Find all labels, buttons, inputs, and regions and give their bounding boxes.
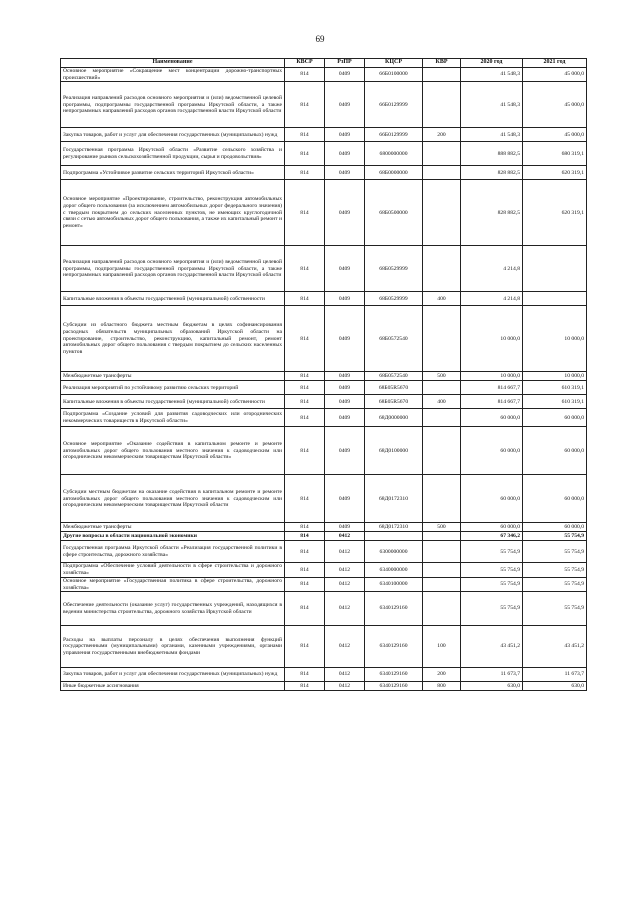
cell-2021: 60 000,0 [523,427,587,475]
cell-kcsr: 68Д0172310 [365,523,423,532]
cell-rzpr: 0409 [325,523,365,532]
cell-2020: 888 882,5 [461,142,523,166]
cell-name: Расходы на выплаты персоналу в целях обеспечения выполнения функций государственными (муниципальными) органами, казенными учреждениями, органами управления государственными внебюджетными фондами [61,626,285,668]
cell-2020: 630,0 [461,682,523,691]
cell-kcsr: 66Б0100000 [365,68,423,82]
budget-table [60,58,587,691]
cell-kvsr: 814 [285,395,325,409]
cell-kvr [423,532,461,541]
cell-2021: 43 451,2 [523,626,587,668]
cell-2020: 10 000,0 [461,372,523,381]
cell-2020: 60 000,0 [461,523,523,532]
cell-rzpr: 0409 [325,427,365,475]
cell-rzpr: 0412 [325,668,365,682]
cell-2020: 55 754,9 [461,592,523,626]
cell-2021: 610 319,1 [523,395,587,409]
header-2020: 2020 год [461,59,523,68]
cell-name: Государственная программа Иркутской области «Реализация государственной политики в сфере строительства, дорожного хозяйства» [61,541,285,563]
cell-kvr: 200 [423,668,461,682]
cell-kcsr: 68Б05R5670 [365,395,423,409]
table-row [61,626,587,668]
cell-2020: 828 882,5 [461,180,523,246]
cell-kcsr: 68Б0572540 [365,372,423,381]
cell-2021: 10 000,0 [523,372,587,381]
cell-kvr: 400 [423,292,461,306]
cell-2021: 10 000,0 [523,306,587,372]
cell-name: Подпрограмма «Обеспечение условий деятельности в сфере строительства и дорожного хозяйства» [61,563,285,577]
header-name: Наименование [61,59,285,68]
cell-2021: 620 319,1 [523,180,587,246]
cell-kcsr: 68Б0000000 [365,166,423,180]
cell-2020: 67 346,2 [461,532,523,541]
cell-kcsr: 68Б0500000 [365,180,423,246]
cell-rzpr: 0412 [325,592,365,626]
table-row [61,306,587,372]
cell-2021: 680 319,1 [523,142,587,166]
cell-kvr [423,577,461,591]
cell-kcsr: 68Б0572540 [365,306,423,372]
cell-kcsr: 6340000000 [365,563,423,577]
cell-2020: 41 548,3 [461,68,523,82]
cell-name: Закупка товаров, работ и услуг для обеспечения государственных (муниципальных) нужд [61,668,285,682]
cell-name: Реализация направлений расходов основного мероприятия и (или) ведомственной целевой программы, подпрограммы государственной программы Иркутской области, а также непрограммных направлений расходов органов государственной власти Иркутской области [61,246,285,292]
table-row [61,592,587,626]
cell-kvsr: 814 [285,246,325,292]
cell-2020: 55 754,9 [461,577,523,591]
cell-kvsr: 814 [285,592,325,626]
cell-2021: 60 000,0 [523,409,587,427]
cell-kcsr: 68Б05R5670 [365,381,423,395]
cell-kvr: 500 [423,372,461,381]
cell-rzpr: 0409 [325,409,365,427]
cell-kvr: 100 [423,626,461,668]
cell-kcsr: 6340129160 [365,626,423,668]
table-row [61,68,587,82]
cell-2021: 55 754,9 [523,592,587,626]
table-row [61,541,587,563]
table-body [61,68,587,691]
table-header-row [61,59,587,68]
cell-name: Подпрограмма «Устойчивое развитие сельских территорий Иркутской области» [61,166,285,180]
cell-2020: 60 000,0 [461,475,523,523]
cell-name: Основное мероприятие «Оказание содействия в капитальном ремонте и ремонте автомобильных дорог общего пользования местного значения к садоводческим или огородническим некоммерческим товариществам Иркутской области» [61,427,285,475]
cell-kvr: 200 [423,128,461,142]
cell-2021: 55 754,9 [523,532,587,541]
cell-2020: 41 548,3 [461,82,523,128]
cell-name: Основное мероприятие «Государственная политика в сфере строительства, дорожного хозяйства» [61,577,285,591]
cell-rzpr: 0412 [325,532,365,541]
header-kvsr: КВСР [285,59,325,68]
cell-kcsr [365,532,423,541]
cell-kvsr: 814 [285,306,325,372]
cell-2021 [523,292,587,306]
table-row [61,668,587,682]
cell-kcsr: 6340100000 [365,577,423,591]
cell-kcsr: 6340129160 [365,668,423,682]
cell-kvr: 400 [423,395,461,409]
cell-rzpr: 0409 [325,82,365,128]
cell-kvr [423,180,461,246]
cell-kvr [423,142,461,166]
cell-2021: 55 754,9 [523,577,587,591]
cell-kvr [423,306,461,372]
table-row [61,427,587,475]
cell-rzpr: 0409 [325,166,365,180]
cell-kvr [423,563,461,577]
cell-name: Субсидии из областного бюджета местным бюджетам в целях софинансирования расходных обязательств муниципальных образований Иркутской области на проектирование, строительство, реконструкцию, капитальный ремонт, ремонт автомобильных дорог общего пользования с твердым покрытием до сельских населенных пунктов [61,306,285,372]
cell-2020: 60 000,0 [461,409,523,427]
cell-2020: 4 214,8 [461,246,523,292]
cell-2021: 45 000,0 [523,128,587,142]
cell-2020: 60 000,0 [461,427,523,475]
cell-kvsr: 814 [285,381,325,395]
cell-kvsr: 814 [285,292,325,306]
cell-rzpr: 0409 [325,128,365,142]
cell-kvsr: 814 [285,372,325,381]
table-row [61,409,587,427]
cell-kvsr: 814 [285,541,325,563]
cell-kvr [423,68,461,82]
cell-name: Закупка товаров, работ и услуг для обеспечения государственных (муниципальных) нужд [61,128,285,142]
table-row [61,475,587,523]
cell-name: Обеспечение деятельности (оказание услуг) государственных учреждений, находящихся в ведении министерства строительства, дорожного хозяйства Иркутской области [61,592,285,626]
cell-kcsr: 66Б0129999 [365,82,423,128]
cell-kvsr: 814 [285,166,325,180]
table-row [61,142,587,166]
cell-kcsr: 6800000000 [365,142,423,166]
table-row [61,166,587,180]
cell-kvsr: 814 [285,523,325,532]
cell-2020: 55 754,9 [461,541,523,563]
header-rzpr: РзПР [325,59,365,68]
cell-kvsr: 814 [285,128,325,142]
cell-kvr [423,592,461,626]
cell-kvsr: 814 [285,82,325,128]
cell-kvsr: 814 [285,68,325,82]
cell-rzpr: 0409 [325,180,365,246]
table-row [61,523,587,532]
cell-kvr [423,541,461,563]
cell-kvsr: 814 [285,682,325,691]
cell-2021: 60 000,0 [523,523,587,532]
cell-2021: 55 754,9 [523,541,587,563]
cell-2021: 45 000,0 [523,82,587,128]
cell-kcsr: 68Д0000000 [365,409,423,427]
cell-name: Иные бюджетные ассигнования [61,682,285,691]
page-number: 69 [315,34,325,44]
cell-kcsr: 68Б0529999 [365,246,423,292]
cell-2020: 814 667,7 [461,381,523,395]
cell-name: Капитальные вложения в объекты государственной (муниципальной) собственности [61,292,285,306]
cell-kcsr: 68Д0100000 [365,427,423,475]
cell-rzpr: 0409 [325,68,365,82]
cell-name: Реализация направлений расходов основного мероприятия и (или) ведомственной целевой программы, подпрограммы государственной программы Иркутской области, а также непрограммных направлений расходов органов государственной власти Иркутской области [61,82,285,128]
cell-rzpr: 0409 [325,381,365,395]
cell-rzpr: 0412 [325,626,365,668]
cell-2021: 620 319,1 [523,166,587,180]
cell-2020: 11 673,7 [461,668,523,682]
cell-kvr: 800 [423,682,461,691]
cell-kvsr: 814 [285,427,325,475]
cell-name: Реализация мероприятий по устойчивому развитию сельских территорий [61,381,285,395]
header-kcsr: КЦСР [365,59,423,68]
table-row [61,246,587,292]
cell-kvsr: 814 [285,563,325,577]
cell-kvr [423,381,461,395]
cell-2020: 10 000,0 [461,306,523,372]
cell-kvr [423,166,461,180]
cell-name: Капитальные вложения в объекты государственной (муниципальной) собственности [61,395,285,409]
cell-name: Основное мероприятие «Проектирование, строительство, реконструкция автомобильных дорог общего пользования (за исключением автомобильных дорог федерального значения) с твердым покрытием до сельских населенных пунктов, не имеющих круглогодичной связи с сетью автомобильных дорог общего пользования, а также их капитальный ремонт и ремонт» [61,180,285,246]
cell-name: Межбюджетные трансферты [61,372,285,381]
header-kvr: КВР [423,59,461,68]
cell-rzpr: 0409 [325,395,365,409]
cell-rzpr: 0409 [325,475,365,523]
cell-rzpr: 0412 [325,577,365,591]
cell-rzpr: 0409 [325,292,365,306]
cell-2020: 55 754,9 [461,563,523,577]
cell-2021: 11 673,7 [523,668,587,682]
cell-kvsr: 814 [285,577,325,591]
cell-kvr [423,82,461,128]
cell-kvr [423,475,461,523]
table-row [61,682,587,691]
table-row [61,395,587,409]
cell-2021: 60 000,0 [523,475,587,523]
cell-name: Основное мероприятие «Сокращение мест концентрации дорожно-транспортных происшествий» [61,68,285,82]
cell-2020: 41 548,3 [461,128,523,142]
table-row [61,563,587,577]
cell-kvsr: 814 [285,142,325,166]
header-2021: 2021 год [523,59,587,68]
cell-rzpr: 0412 [325,682,365,691]
cell-2021: 55 754,9 [523,563,587,577]
cell-kvr [423,427,461,475]
cell-2021: 610 319,1 [523,381,587,395]
cell-kvsr: 814 [285,409,325,427]
cell-name: Субсидии местным бюджетам на оказание содействия в капитальном ремонте и ремонте автомобильных дорог общего пользования местного значения к садоводческим или огородническим некоммерческим товариществам Иркутской области [61,475,285,523]
cell-2020: 828 882,5 [461,166,523,180]
cell-rzpr: 0412 [325,563,365,577]
cell-2020: 43 451,2 [461,626,523,668]
cell-name: Государственная программа Иркутской области «Развитие сельского хозяйства и регулирование рынков сельскохозяйственной продукции, сырья и продовольствия» [61,142,285,166]
cell-kvsr: 814 [285,532,325,541]
table-row [61,577,587,591]
cell-rzpr: 0409 [325,246,365,292]
cell-2020: 4 214,8 [461,292,523,306]
cell-2021 [523,246,587,292]
cell-kvsr: 814 [285,180,325,246]
cell-kcsr: 66Б0129999 [365,128,423,142]
cell-2021: 45 000,0 [523,68,587,82]
cell-rzpr: 0409 [325,372,365,381]
cell-kvr: 500 [423,523,461,532]
table-row [61,532,587,541]
cell-kvr [423,409,461,427]
cell-2020: 814 667,7 [461,395,523,409]
cell-kvr [423,246,461,292]
cell-name: Межбюджетные трансферты [61,523,285,532]
cell-rzpr: 0409 [325,306,365,372]
cell-kvsr: 814 [285,668,325,682]
cell-kvsr: 814 [285,626,325,668]
cell-rzpr: 0412 [325,541,365,563]
table-row [61,128,587,142]
cell-name: Подпрограмма «Создание условий для развития садоводческих или огороднических некоммерческих товариществ в Иркутской области» [61,409,285,427]
table-row [61,292,587,306]
table-row [61,381,587,395]
table-row [61,180,587,246]
cell-kcsr: 6300000000 [365,541,423,563]
table-row [61,82,587,128]
cell-kvsr: 814 [285,475,325,523]
cell-kcsr: 68Д0172310 [365,475,423,523]
cell-rzpr: 0409 [325,142,365,166]
cell-name: Другие вопросы в области национальной экономики [61,532,285,541]
table-row [61,372,587,381]
cell-kcsr: 6340129160 [365,592,423,626]
cell-kcsr: 68Б0529999 [365,292,423,306]
cell-2021: 630,0 [523,682,587,691]
cell-kcsr: 6340129160 [365,682,423,691]
